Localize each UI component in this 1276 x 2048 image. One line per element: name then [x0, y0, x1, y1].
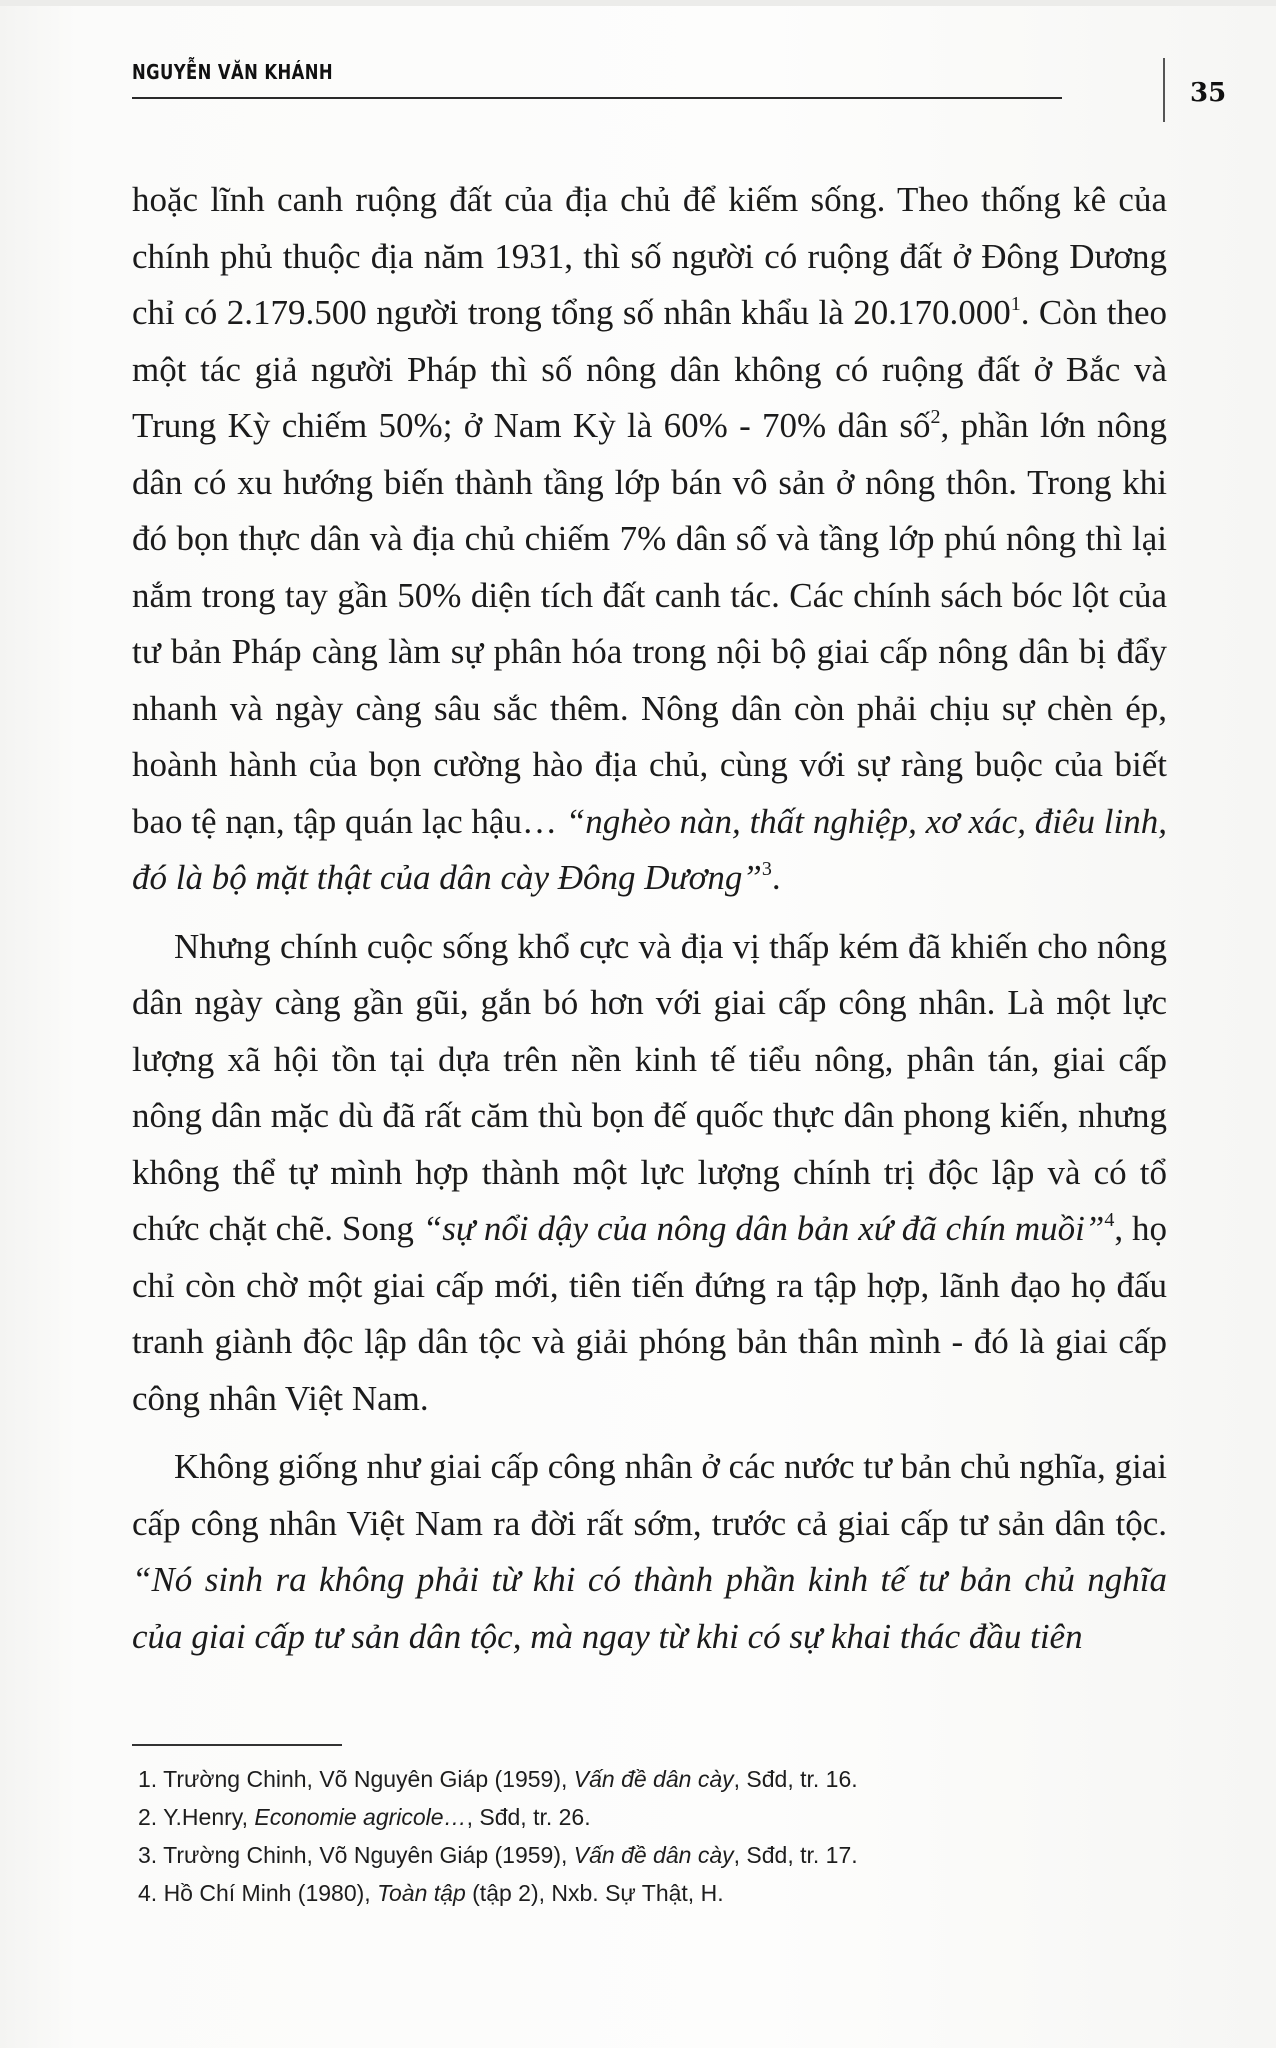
footnotes: [138, 1760, 1138, 1912]
footnote-1-pre: 1. Trường Chinh, Võ Nguyên Giáp (1959),: [138, 1766, 574, 1792]
paragraph-1-quote: “nghèo nàn, thất nghiệp, xơ xác, điêu linh, đó là bộ mặt thật của dân cày Đông Dương”: [132, 801, 1167, 897]
footnote-1-title: Vấn đề dân cày: [573, 1766, 734, 1792]
paragraph-2-text-b: , họ chỉ còn chờ một giai cấp mới, tiên tiến đứng ra tập hợp, lãnh đạo họ đấu tranh giành độc lập dân tộc và giải phóng bản thân mình - đó là giai cấp công nhân Việt Nam.: [132, 1209, 1167, 1418]
footnote-ref-4: 4: [1104, 1209, 1115, 1231]
footnote-2: [138, 1798, 1138, 1836]
header-rule: [132, 97, 1062, 99]
paragraph-2-quote: “sự nổi dậy của nông dân bản xứ đã chín muồi”: [422, 1209, 1105, 1248]
footnote-1-post: , Sđd, tr. 16.: [733, 1766, 858, 1792]
running-head-author: NGUYỄN VĂN KHÁNH: [132, 60, 333, 84]
footnote-1: [138, 1760, 1138, 1798]
footnote-rule: [132, 1744, 342, 1746]
paragraph-2-text-a: Nhưng chính cuộc sống khổ cực và địa vị thấp kém đã khiến cho nông dân ngày càng gần gũi, gắn bó hơn với giai cấp công nhân. Là một lực lượng xã hội tồn tại dựa trên nền kinh tế tiểu nông, phân tán, giai cấp nông dân mặc dù đã rất căm thù bọn đế quốc thực dân phong kiến, nhưng không thể tự mình hợp thành một lực lượng chính trị độc lập và có tổ chức chặt chẽ. Song: [132, 926, 1167, 1248]
body-text: [132, 172, 1167, 1665]
paragraph-3-text-a: Không giống như giai cấp công nhân ở các nước tư bản chủ nghĩa, giai cấp công nhân Việt Nam ra đời rất sớm, trước cả giai cấp tư sản dân tộc.: [132, 1447, 1167, 1543]
footnote-4-title: Toàn tập: [377, 1880, 466, 1906]
paragraph-1-text-c: , phần lớn nông dân có xu hướng biến thành tầng lớp bán vô sản ở nông thôn. Trong khi đó bọn thực dân và địa chủ chiếm 7% dân số và tầng lớp phú nông thì lại nắm trong tay gần 50% diện tích đất canh tác. Các chính sách bóc lột của tư bản Pháp càng làm sự phân hóa trong nội bộ giai cấp nông dân bị đẩy nhanh và ngày càng sâu sắc thêm. Nông dân còn phải chịu sự chèn ép, hoành hành của bọn cường hào địa chủ, cùng với sự ràng buộc của biết bao tệ nạn, tập quán lạc hậu…: [132, 406, 1167, 841]
footnote-4: [138, 1874, 1138, 1912]
paragraph-1-text-a: hoặc lĩnh canh ruộng đất của địa chủ để kiếm sống. Theo thống kê của chính phủ thuộc địa năm 1931, thì số người có ruộng đất ở Đông Dương chỉ có 2.179.500 người trong tổng số nhân khẩu là 20.170.000: [132, 180, 1167, 332]
footnote-3-pre: 3. Trường Chinh, Võ Nguyên Giáp (1959),: [138, 1842, 574, 1868]
footnote-ref-2: 2: [930, 406, 941, 428]
paragraph-1: [132, 172, 1167, 907]
footnote-2-pre: 2. Y.Henry,: [138, 1804, 255, 1830]
paragraph-2: [132, 919, 1167, 1428]
footnote-3-title: Vấn đề dân cày: [573, 1842, 734, 1868]
paragraph-3: [132, 1439, 1167, 1665]
footnote-3-post: , Sđd, tr. 17.: [733, 1842, 858, 1868]
footnote-2-title: Economie agricole…: [254, 1804, 467, 1830]
footnote-3: [138, 1836, 1138, 1874]
footnote-4-pre: 4. Hồ Chí Minh (1980),: [138, 1880, 378, 1906]
footnote-2-post: , Sđd, tr. 26.: [466, 1804, 591, 1830]
paragraph-1-text-d: .: [771, 858, 781, 897]
footnote-ref-3: 3: [761, 858, 772, 880]
page-top-edge: [0, 0, 1276, 6]
page-number: 35: [1190, 78, 1227, 108]
footnote-ref-1: 1: [1010, 293, 1021, 315]
header-vertical-rule: [1163, 58, 1165, 122]
paragraph-3-quote: “Nó sinh ra không phải từ khi có thành phần kinh tế tư bản chủ nghĩa của giai cấp tư sản dân tộc, mà ngay từ khi có sự khai thác đầu tiên: [132, 1560, 1167, 1656]
footnote-4-post: (tập 2), Nxb. Sự Thật, H.: [465, 1880, 724, 1906]
paragraph-1-text-b: . Còn theo một tác giả người Pháp thì số nông dân không có ruộng đất ở Bắc và Trung Kỳ chiếm 50%; ở Nam Kỳ là 60% - 70% dân số: [132, 293, 1167, 445]
